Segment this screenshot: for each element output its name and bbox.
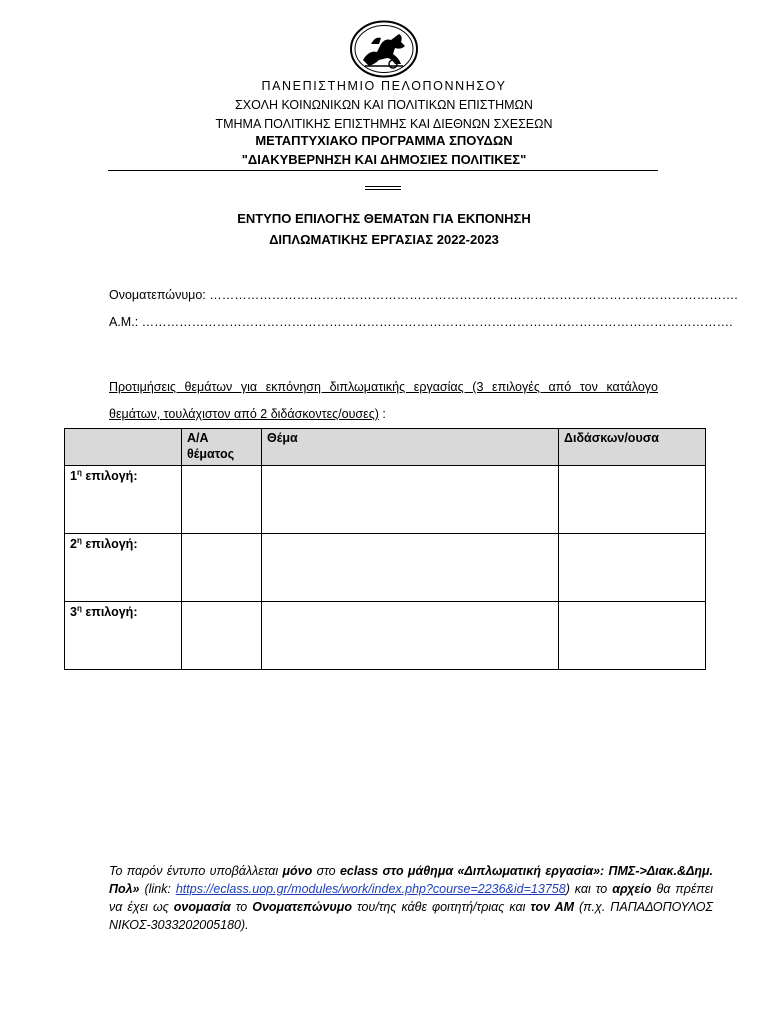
school-name: ΣΧΟΛΗ ΚΟΙΝΩΝΙΚΩΝ ΚΑΙ ΠΟΛΙΤΙΚΩΝ ΕΠΙΣΤΗΜΩΝ: [235, 98, 533, 112]
header-divider: [108, 170, 658, 171]
topic-cell[interactable]: [262, 602, 559, 670]
submission-note: Το παρόν έντυπο υποβάλλεται μόνο στο eclass στο μάθημα «Διπλωματική εργασία»: ΠΜΣ->Διακ.&Δημ. Πολ» (link: https://eclass.uop.gr/modules/work/index.php?course=2236&id=13758) και το αρχείο θα πρέπει να έχει ως ονομασία το Ονοματεπώνυμο του/της κάθε φοιτητή/τριας και τον ΑΜ (π.χ. ΠΑΠΑΔΟΠΟΥΛΟΣ ΝΙΚΟΣ-3033202005180).: [109, 864, 714, 932]
header-instructor: Διδάσκων/ουσα: [559, 429, 706, 466]
choice-label: $3^\eta$ επιλογή:: [65, 602, 182, 670]
topic-number-cell[interactable]: [182, 602, 262, 670]
table-row: [65, 534, 706, 602]
header-topic: Θέμα: [262, 429, 559, 466]
eclass-link[interactable]: https://eclass.uop.gr/modules/work/index.php?course=2236&id=13758: [175, 882, 566, 896]
form-title-line2: ΔΙΠΛΩΜΑΤΙΚΗΣ ΕΡΓΑΣΙΑΣ 2022-2023: [269, 232, 499, 247]
topic-cell[interactable]: [262, 466, 559, 534]
university-seal-icon: [349, 20, 419, 78]
preferences-instruction: [109, 374, 658, 428]
choice-label: $2^\eta$ επιλογή:: [65, 534, 182, 602]
preferences-suffix: :: [378, 407, 386, 421]
form-title-line1: ΕΝΤΥΠΟ ΕΠΙΛΟΓΗΣ ΘΕΜΑΤΩΝ ΓΙΑ ΕΚΠΟΝΗΣΗ: [237, 211, 531, 226]
instructor-cell[interactable]: [559, 602, 706, 670]
department-name: ΤΜΗΜΑ ΠΟΛΙΤΙΚΗΣ ΕΠΙΣΤΗΜΗΣ ΚΑΙ ΔΙΕΘΝΩΝ ΣΧΕΣΕΩΝ: [215, 117, 553, 131]
header-topic-number: Α/Α θέματος: [182, 429, 262, 466]
am-field[interactable]: Α.Μ.: …………………………………………………………………………………………………………………………….: [109, 315, 733, 329]
topic-selection-table: [64, 428, 706, 670]
header-empty: [65, 429, 182, 466]
program-title: ΜΕΤΑΠΤΥΧΙΑΚΟ ΠΡΟΓΡΑΜΜΑ ΣΠΟΥΔΩΝ: [255, 133, 513, 148]
university-name: ΠΑΝΕΠΙΣΤΗΜΙΟ ΠΕΛΟΠΟΝΝΗΣΟΥ: [261, 79, 507, 93]
topic-number-cell[interactable]: [182, 534, 262, 602]
double-rule-divider: [365, 186, 401, 190]
preferences-text: Προτιμήσεις θεμάτων για εκπόνηση διπλωματικής εργασίας (3 επιλογές από τον κατάλογο θεμάτων, τουλάχιστον από 2 διδάσκοντες/ουσες): [109, 380, 658, 421]
name-field[interactable]: Ονοματεπώνυμο: ……………………………………………………………………………………………………………….: [109, 288, 738, 302]
table-row: [65, 602, 706, 670]
table-row: [65, 466, 706, 534]
topic-cell[interactable]: [262, 534, 559, 602]
table-header-row: [65, 429, 706, 466]
instructor-cell[interactable]: [559, 534, 706, 602]
topic-number-cell[interactable]: [182, 466, 262, 534]
instructor-cell[interactable]: [559, 466, 706, 534]
program-name: "ΔΙΑΚΥΒΕΡΝΗΣΗ ΚΑΙ ΔΗΜΟΣΙΕΣ ΠΟΛΙΤΙΚΕΣ": [241, 152, 527, 167]
choice-label: $1^\eta$ επιλογή:: [65, 466, 182, 534]
